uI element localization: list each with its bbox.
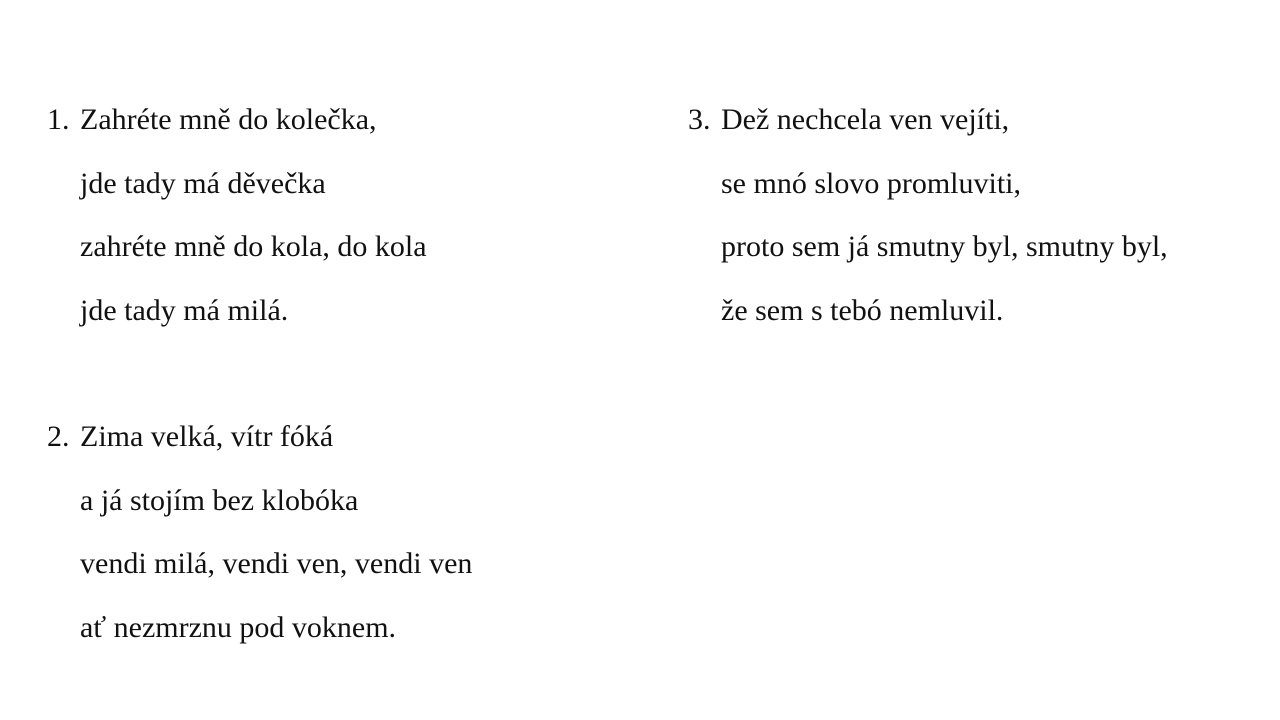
stanza-line	[47, 544, 472, 608]
stanza-line	[688, 291, 1168, 355]
stanza-line	[47, 608, 472, 672]
stanza-line	[688, 227, 1168, 291]
verse-line: Dež nechcela ven vejíti,	[721, 103, 1010, 136]
stanza-line	[47, 417, 472, 481]
stanza-line	[688, 164, 1168, 228]
verse-line: že sem s tebó nemluvil.	[721, 293, 1004, 327]
stanza-line	[47, 100, 427, 164]
stanza-number: 3.	[688, 103, 711, 136]
verse-line: proto sem já smutny byl, smutny byl,	[721, 230, 1168, 263]
verse-line: Zima velká, vítr fóká	[80, 420, 334, 453]
stanza-line	[47, 227, 427, 291]
stanza-line	[688, 100, 1168, 164]
stanza-line	[47, 291, 427, 355]
stanza-number: 2.	[47, 420, 70, 453]
verse-line: a já stojím bez klobóka	[80, 483, 359, 517]
stanza-1	[47, 100, 427, 354]
verse-line: vendi milá, vendi ven, vendi ven	[80, 547, 473, 580]
stanza-3	[688, 100, 1168, 354]
verse-line: zahréte mně do kola, do kola	[80, 230, 427, 263]
verse-line: jde tady má milá.	[80, 293, 289, 327]
stanza-number: 1.	[47, 103, 70, 136]
stanza-2	[47, 417, 472, 671]
stanza-line	[47, 164, 427, 228]
verse-line: jde tady má děvečka	[80, 166, 326, 200]
verse-line: se mnó slovo promluviti,	[721, 166, 1021, 200]
verse-line: ať nezmrznu pod voknem.	[80, 610, 397, 644]
stanza-line	[47, 481, 472, 545]
verse-line: Zahréte mně do kolečka,	[80, 103, 377, 136]
